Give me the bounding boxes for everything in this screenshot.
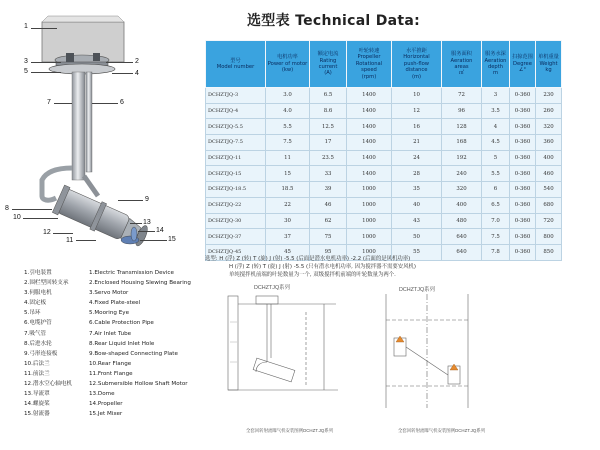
value-cell: 1400 [347,103,392,119]
value-cell: 21 [392,135,442,151]
legend-item: 7.吸气管 [24,330,47,337]
legend-item: 12.潜水空心轴电机 [24,381,73,388]
model-cell: DCHZTJQ-45 [206,244,266,260]
value-cell: 320 [536,119,562,135]
legend-item: 3.Servo Motor [89,290,129,297]
callout-8: 8 [5,205,9,212]
value-cell: 0-360 [510,119,536,135]
value-cell: 400 [536,150,562,166]
legend-item: 5.Mooring Eye [89,310,130,317]
table-header-cell: 额定电流 Rating current (A) [310,41,347,88]
table-header-cell: 电机功率 Power of motor (kw) [266,41,310,88]
value-cell: 5 [482,150,510,166]
value-cell: 0-360 [510,135,536,151]
legend-english [89,268,191,419]
value-cell: 1400 [347,119,392,135]
callout-11: 11 [66,237,74,244]
value-cell: 7.8 [482,244,510,260]
installation-drawing-left [226,292,346,414]
value-cell: 480 [442,213,482,229]
value-cell: 4.5 [482,135,510,151]
value-cell: 640 [442,244,482,260]
callout-6: 6 [120,99,124,106]
value-cell: 43 [392,213,442,229]
selection-note-2: H (浮) Z (转) T (旋) J (射) -5.5 (只有潜水电机功率, 因为搅拌器不需要安风机) [229,264,417,270]
value-cell: 0-360 [510,182,536,198]
model-cell: DCHZTJQ-4 [206,103,266,119]
legend-item: 8.Rear Liquid Inlet Hole [89,340,155,347]
table-row [206,150,562,166]
value-cell: 22 [266,197,310,213]
legend-item: 12.Submersible Hollow Shaft Motor [89,381,188,388]
table-header-row [206,41,562,88]
legend-item: 10.后法兰 [24,360,50,367]
value-cell: 6 [482,182,510,198]
table-header-cell: 水平推距 Horizontal push-flow distance (m) [392,41,442,88]
value-cell: 39 [310,182,347,198]
selection-note-3: 单纯搅拌机前端的叶轮数量为一个, 双级搅拌机前端的叶轮数量为两个. [229,272,396,278]
value-cell: 192 [442,150,482,166]
table-header-cell: 型号 Model number [206,41,266,88]
legend-item: 1.Electric Transmission Device [89,270,174,276]
callout-7: 7 [47,99,51,106]
value-cell: 168 [442,135,482,151]
value-cell: 37 [266,229,310,245]
legend-item: 2.围栏型回转支承 [24,280,69,287]
value-cell: 18.5 [266,182,310,198]
value-cell: 40 [392,197,442,213]
model-cell: DCHZTJQ-15 [206,166,266,182]
callout-1: 1 [24,23,28,30]
legend-item: 13.导流罩 [24,391,50,398]
value-cell: 1000 [347,197,392,213]
drawing-left-caption: 全套回转射流曝气机安装图例DCHZT.JQ系列 [246,428,334,433]
value-cell: 680 [536,197,562,213]
value-cell: 23.5 [310,150,347,166]
legend-chinese [24,268,72,419]
value-cell: 4.0 [266,103,310,119]
value-cell: 17 [310,135,347,151]
callout-3: 3 [24,58,28,65]
table-row [206,197,562,213]
value-cell: 0-360 [510,244,536,260]
model-cell: DCHZTJQ-3 [206,88,266,104]
table-row [206,88,562,104]
value-cell: 12 [392,103,442,119]
value-cell: 1000 [347,182,392,198]
page-title: 选型表 Technical Data: [247,13,421,29]
table-row [206,135,562,151]
model-cell: DCHZTJQ-18.5 [206,182,266,198]
callout-15: 15 [168,236,176,243]
value-cell: 400 [442,197,482,213]
value-cell: 24 [392,150,442,166]
value-cell: 7.0 [482,213,510,229]
value-cell: 0-360 [510,229,536,245]
value-cell: 1400 [347,88,392,104]
value-cell: 5.5 [482,166,510,182]
value-cell: 3.5 [482,103,510,119]
model-cell: DCHZTJQ-30 [206,213,266,229]
legend-item: 10.Rear Flange [89,360,132,367]
value-cell: 0-360 [510,150,536,166]
legend-item: 1.引电装置 [24,270,52,276]
value-cell: 240 [442,166,482,182]
legend-item: 5.吊环 [24,310,41,317]
value-cell: 16 [392,119,442,135]
value-cell: 6.5 [482,197,510,213]
model-cell: DCHZTJQ-22 [206,197,266,213]
table-row [206,119,562,135]
legend-item: 11.前法兰 [24,370,50,377]
legend-item: 9.Bow-shaped Connecting Plate [89,350,178,357]
callout-14: 14 [156,227,164,234]
value-cell: 35 [392,182,442,198]
value-cell: 8.6 [310,103,347,119]
value-cell: 800 [536,229,562,245]
aerator-diagram [0,0,200,262]
model-cell: DCHZTJQ-5.5 [206,119,266,135]
value-cell: 0-360 [510,103,536,119]
table-header-cell: 服务水深 Aeration depth m [482,41,510,88]
model-cell: DCHZTJQ-7.5 [206,135,266,151]
value-cell: 1400 [347,166,392,182]
model-cell: DCHZTJQ-11 [206,150,266,166]
value-cell: 75 [310,229,347,245]
legend-item: 15.Jet Mixer [89,411,123,418]
table-row [206,213,562,229]
value-cell: 1400 [347,150,392,166]
callout-5: 5 [24,68,28,75]
drawing-right-caption: 全套回转射流曝气机安装图例DCHZT.JQ系列 [398,428,486,433]
table-header-cell: 叶轮转速 Propeller Rotational speed (rpm) [347,41,392,88]
legend-item: 7.Air Inlet Tube [89,330,132,337]
table-header-cell: 单机重量 Weight kg [536,41,562,88]
value-cell: 3.0 [266,88,310,104]
value-cell: 360 [536,135,562,151]
value-cell: 7.5 [266,135,310,151]
value-cell: 28 [392,166,442,182]
value-cell: 460 [536,166,562,182]
value-cell: 6.5 [310,88,347,104]
value-cell: 46 [310,197,347,213]
value-cell: 320 [442,182,482,198]
value-cell: 260 [536,103,562,119]
legend-item: 9.弓形连接板 [24,350,58,357]
table-row [206,229,562,245]
value-cell: 0-360 [510,213,536,229]
value-cell: 33 [310,166,347,182]
legend-item: 2.Enclosed Housing Slewing Bearing [89,280,191,287]
value-cell: 720 [536,213,562,229]
legend-item: 4.Fixed Plate-steel [89,300,141,307]
callout-10: 10 [13,214,21,221]
drawing-right-title: DCHZTJQ系列 [399,287,435,293]
value-cell: 1000 [347,244,392,260]
value-cell: 1400 [347,135,392,151]
value-cell: 45 [266,244,310,260]
value-cell: 5.5 [266,119,310,135]
value-cell: 128 [442,119,482,135]
value-cell: 50 [392,229,442,245]
value-cell: 4 [482,119,510,135]
value-cell: 62 [310,213,347,229]
callout-13: 13 [143,219,151,226]
technical-data-table [205,40,562,261]
selection-note-1: 选型: H (浮) Z (转) T (旋) J (射) -5.5 (后面是潜水电机功率) -2.2 (后面的是风机功率) [205,256,411,262]
value-cell: 12.5 [310,119,347,135]
value-cell: 11 [266,150,310,166]
value-cell: 0-360 [510,197,536,213]
legend-item: 14.螺旋桨 [24,401,50,408]
callout-9: 9 [145,196,149,203]
value-cell: 230 [536,88,562,104]
value-cell: 640 [442,229,482,245]
legend-item: 8.后进水轮 [24,340,52,347]
legend-item: 3.伺服电机 [24,290,52,297]
table-header-cell: 服务面积 Aeration areas ㎡ [442,41,482,88]
table-body [206,88,562,261]
value-cell: 10 [392,88,442,104]
callout-4: 4 [135,70,139,77]
value-cell: 30 [266,213,310,229]
table-header-cell: 扫掠范围 Degree ∠° [510,41,536,88]
legend-item: 6.电缆护管 [24,320,52,327]
legend-item: 4.固定板 [24,300,47,307]
model-cell: DCHZTJQ-37 [206,229,266,245]
value-cell: 3 [482,88,510,104]
callout-12: 12 [43,229,51,236]
value-cell: 95 [310,244,347,260]
value-cell: 55 [392,244,442,260]
value-cell: 15 [266,166,310,182]
value-cell: 7.5 [482,229,510,245]
legend-item: 6.Cable Protection Pipe [89,320,154,327]
legend-item: 15.射流器 [24,411,50,418]
value-cell: 1000 [347,213,392,229]
legend-item: 11.Front Flange [89,370,133,377]
value-cell: 0-360 [510,88,536,104]
legend-item: 14.Propeller [89,401,123,408]
drawing-left-title: DCHZTJQ系列 [254,285,290,291]
table-row [206,166,562,182]
installation-drawing-right [356,290,496,414]
value-cell: 72 [442,88,482,104]
table-row [206,182,562,198]
value-cell: 96 [442,103,482,119]
value-cell: 1000 [347,229,392,245]
value-cell: 540 [536,182,562,198]
callout-2: 2 [135,58,139,65]
table-row [206,103,562,119]
legend-item: 13.Dome [89,391,115,398]
value-cell: 850 [536,244,562,260]
value-cell: 0-360 [510,166,536,182]
